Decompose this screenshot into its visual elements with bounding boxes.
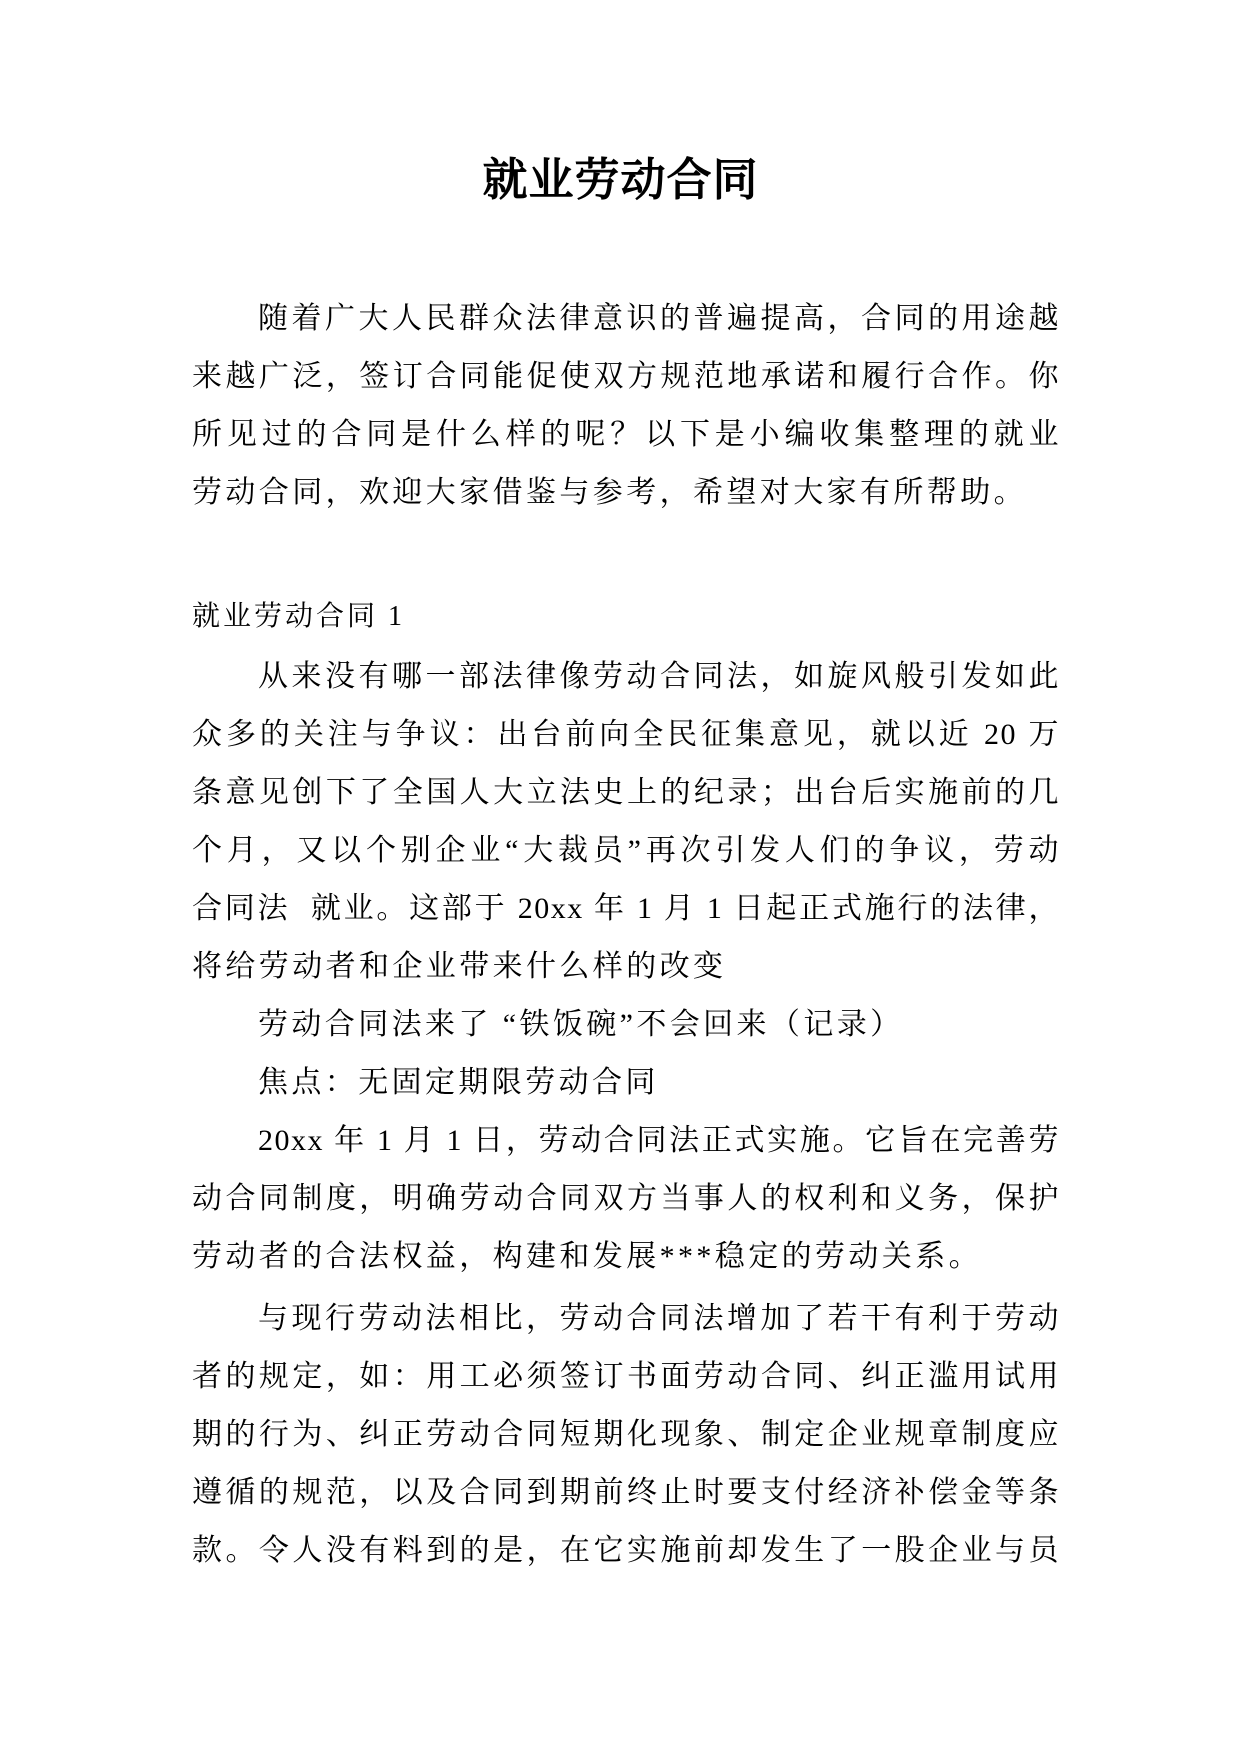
- focus-paragraph: [192, 1054, 1060, 1112]
- document-title: 就业劳动合同: [482, 155, 759, 205]
- paragraph-line: 遵循的规范，以及合同到期前终止时要支付经济补偿金等条: [192, 1476, 1060, 1509]
- subtitle-line: 劳动合同法来了 “铁饭碗”不会回来（记录）: [258, 1008, 904, 1041]
- paragraph-line: 款。令人没有料到的是，在它实施前却发生了一股企业与员: [192, 1534, 1060, 1567]
- paragraph-line: 期的行为、纠正劳动合同短期化现象、制定企业规章制度应: [192, 1418, 1060, 1451]
- paragraph-line: 与现行劳动法相比，劳动合同法增加了若干有利于劳动: [258, 1302, 1060, 1335]
- section-heading: 就业劳动合同 1: [192, 601, 406, 632]
- focus-line: 焦点：无固定期限劳动合同: [258, 1066, 659, 1099]
- paragraph-line: 从来没有哪一部法律像劳动合同法，如旋风般引发如此: [258, 660, 1060, 693]
- paragraph-line: 动合同制度，明确劳动合同双方当事人的权利和义务，保护: [192, 1182, 1060, 1215]
- paragraph: [192, 1112, 1060, 1286]
- paragraph: [192, 1290, 1060, 1580]
- intro-paragraph: [192, 290, 1060, 522]
- paragraph: [192, 648, 1060, 996]
- paragraph-line: 将给劳动者和企业带来什么样的改变: [192, 950, 727, 983]
- paragraph-line: 众多的关注与争议：出台前向全民征集意见，就以近 20 万: [192, 718, 1060, 751]
- paragraph-line: 来越广泛，签订合同能促使双方规范地承诺和履行合作。你: [192, 360, 1060, 393]
- paragraph-line: 者的规定，如：用工必须签订书面劳动合同、纠正滥用试用: [192, 1360, 1060, 1393]
- paragraph-line: 合同法 就业。这部于 20xx 年 1 月 1 日起正式施行的法律，: [192, 892, 1060, 925]
- document-body: [192, 290, 1060, 1580]
- paragraph-line: 20xx 年 1 月 1 日，劳动合同法正式实施。它旨在完善劳: [258, 1124, 1060, 1157]
- paragraph-line: 随着广大人民群众法律意识的普遍提高，合同的用途越: [258, 302, 1060, 335]
- subtitle-paragraph: [192, 996, 1060, 1054]
- paragraph-line: 所见过的合同是什么样的呢？以下是小编收集整理的就业: [192, 418, 1060, 451]
- paragraph-line: 劳动者的合法权益，构建和发展***稳定的劳动关系。: [192, 1240, 982, 1273]
- paragraph-line: 条意见创下了全国人大立法史上的纪录；出台后实施前的几: [192, 776, 1060, 809]
- paragraph-line: 个月，又以个别企业“大裁员”再次引发人们的争议，劳动: [192, 834, 1060, 867]
- paragraph-line: 劳动合同，欢迎大家借鉴与参考，希望对大家有所帮助。: [192, 476, 1027, 509]
